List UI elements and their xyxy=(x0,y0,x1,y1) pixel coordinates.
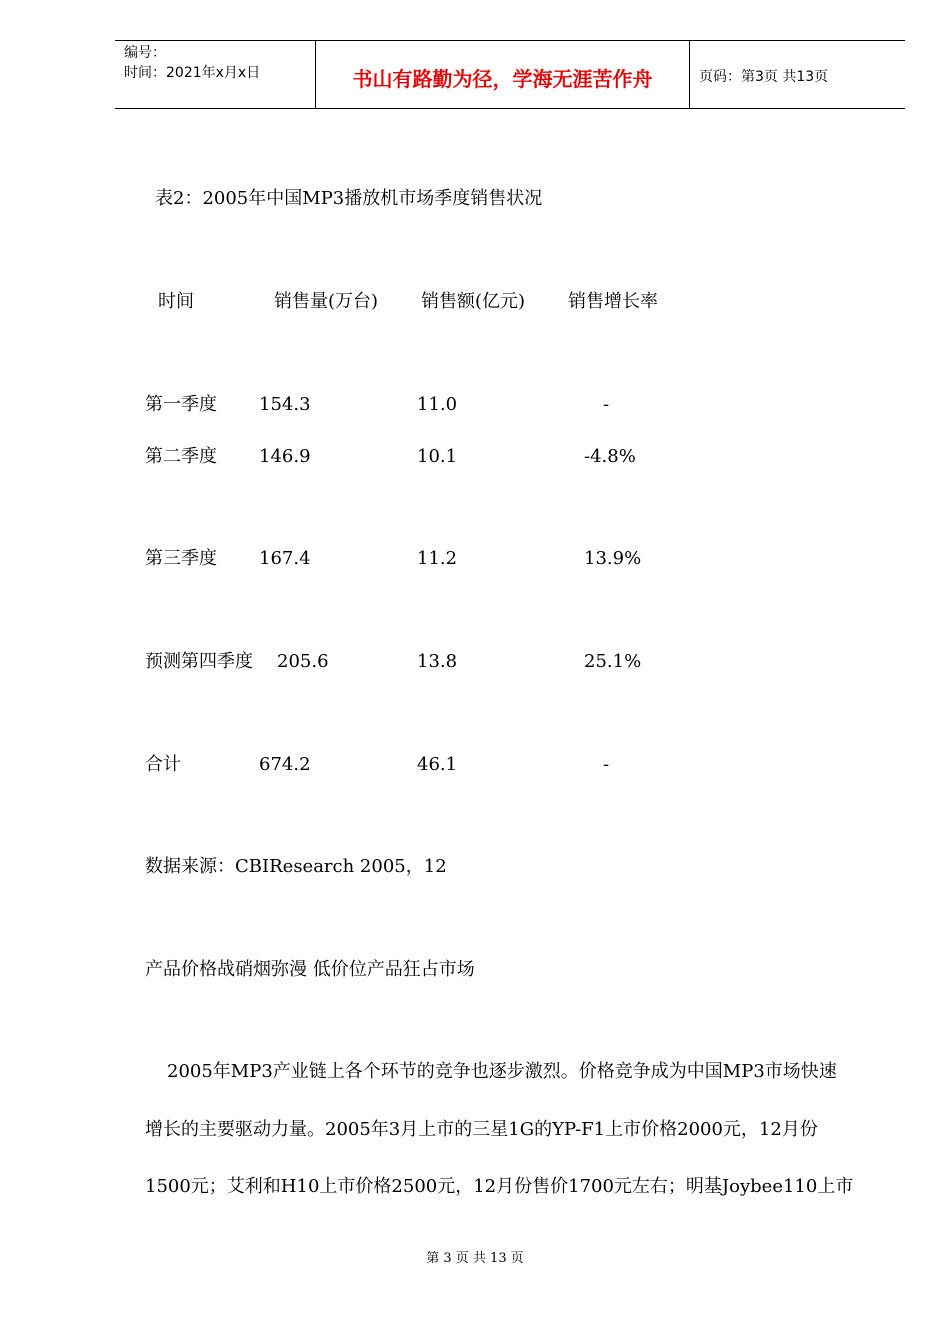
table-cell: 第一季度 xyxy=(145,394,217,415)
table-caption: 表2：2005年中国MP3播放机市场季度销售状况 xyxy=(155,188,543,209)
document-time-label: 时间：2021年x月x日 xyxy=(124,65,261,81)
header-motto: 书山有路勤为径，学海无涯苦作舟 xyxy=(352,67,653,91)
table-cell: 167.4 xyxy=(259,548,311,569)
paragraph-line: 增长的主要驱动力量。2005年3月上市的三星1G的YP-F1上市价格2000元，12月份 xyxy=(145,1119,818,1140)
paragraph-line: 2005年MP3产业链上各个环节的竞争也逐步激烈。价格竞争成为中国MP3市场快速 xyxy=(167,1061,837,1082)
table-cell: - xyxy=(603,754,610,775)
table-cell: 46.1 xyxy=(417,754,458,775)
table-cell: - xyxy=(603,394,610,415)
table-cell: 11.0 xyxy=(417,394,458,415)
page-header xyxy=(115,40,905,109)
table-cell: 第二季度 xyxy=(145,446,217,467)
table-cell: 205.6 xyxy=(277,651,329,672)
table-cell: 154.3 xyxy=(259,394,311,415)
table-cell: 11.2 xyxy=(417,548,458,569)
table-header-cell: 销售增长率 xyxy=(568,291,658,312)
header-divider xyxy=(689,41,690,108)
table-cell: 674.2 xyxy=(259,754,311,775)
table-cell: 146.9 xyxy=(259,446,311,467)
table-cell: 13.9% xyxy=(584,548,642,569)
header-page-label: 页码：第3页 共13页 xyxy=(699,69,829,85)
table-header-cell: 销售额(亿元) xyxy=(421,291,526,312)
table-cell: 预测第四季度 xyxy=(145,651,253,672)
table-header-cell: 时间 xyxy=(158,291,194,312)
table-cell: 合计 xyxy=(145,754,181,775)
table-cell: 13.8 xyxy=(417,651,458,672)
section-title: 产品价格战硝烟弥漫 低价位产品狂占市场 xyxy=(145,959,475,980)
table-cell: 10.1 xyxy=(417,446,458,467)
page-footer: 第 3 页 共 13 页 xyxy=(426,1251,524,1266)
table-cell: 第三季度 xyxy=(145,548,217,569)
document-number-label: 编号： xyxy=(124,45,166,61)
table-source: 数据来源：CBIResearch 2005，12 xyxy=(145,856,447,877)
table-header-cell: 销售量(万台) xyxy=(274,291,379,312)
header-meta xyxy=(124,43,260,83)
table-cell: 25.1% xyxy=(584,651,642,672)
paragraph-line: 1500元；艾利和H10上市价格2500元，12月份售价1700元左右；明基Joybee110上市 xyxy=(145,1176,854,1197)
table-cell: -4.8% xyxy=(584,446,636,467)
